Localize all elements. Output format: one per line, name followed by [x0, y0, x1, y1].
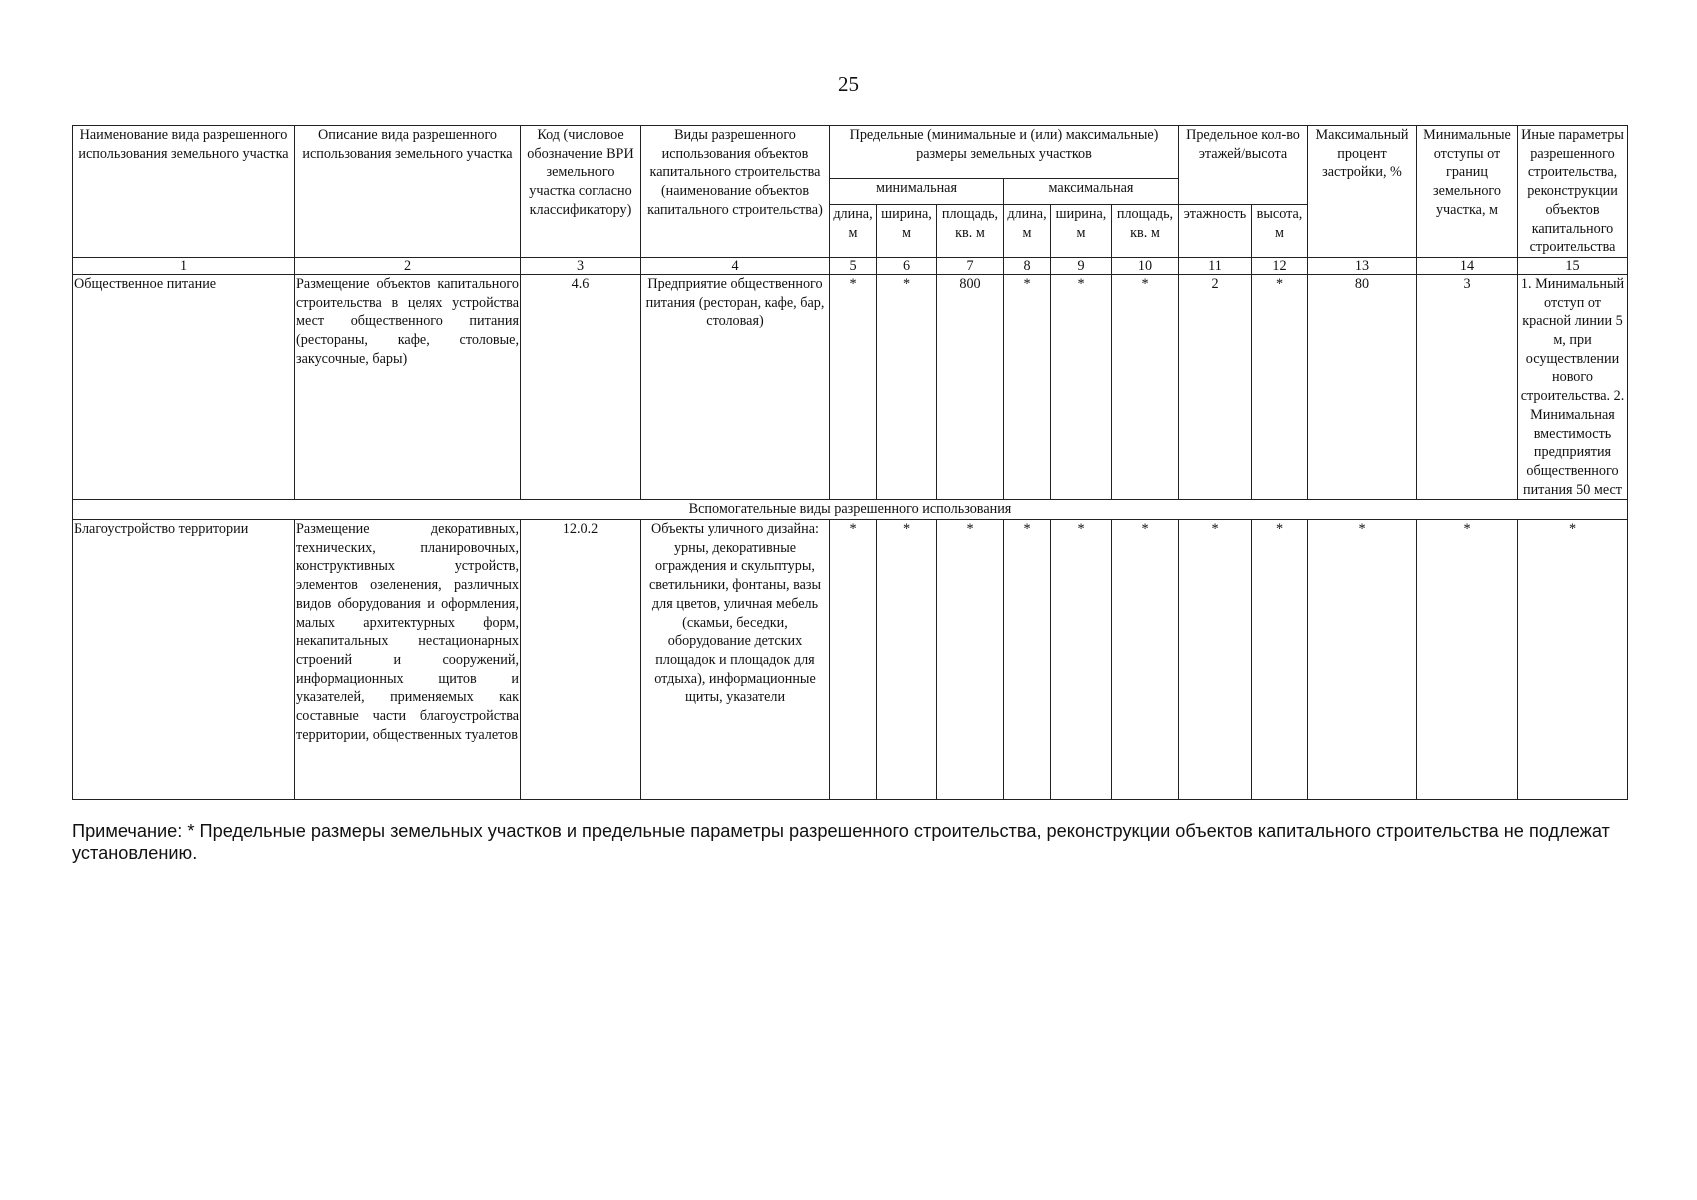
row-other-params: 1. Минимальный отступ от красной линии 5 м, при осуществлении нового строительства. 2. Минимальная вместимость предприятия общественного питания 50 мест [1518, 274, 1628, 499]
row-min-length: * [830, 520, 877, 800]
row-max-percent: 80 [1308, 274, 1417, 499]
column-number: 9 [1051, 257, 1112, 274]
row-max-area: * [1112, 274, 1179, 499]
header-height: высота, м [1252, 205, 1308, 258]
row-max-width: * [1051, 520, 1112, 800]
column-number: 10 [1112, 257, 1179, 274]
header-description: Описание вида разрешенного использования земельного участка [295, 126, 521, 258]
row-kinds: Объекты уличного дизайна: урны, декоративные ограждения и скульптуры, светильники, фонтаны, вазы для цветов, уличная мебель (скамьи, беседки, оборудование детских площадок и площадок для отдыха), информационные щиты, указатели [641, 520, 830, 800]
row-description: Размещение декоративных, технических, планировочных, конструктивных устройств, элементов озеленения, различных видов оборудования и оформления, малых архитектурных форм, некапитальных нестационарных строений и сооружений, информационных щитов и указателей, применяемых как составные части благоустройства территории, общественных туалетов [295, 520, 521, 800]
row-max-length: * [1004, 520, 1051, 800]
header-code: Код (числовое обозначение ВРИ земельного участка согласно классификатору) [521, 126, 641, 258]
header-min-width: ширина, м [877, 205, 937, 258]
row-max-area: * [1112, 520, 1179, 800]
header-sizes: Предельные (минимальные и (или) максимальные) размеры земельных участков [830, 126, 1179, 179]
column-number: 3 [521, 257, 641, 274]
row-min-width: * [877, 274, 937, 499]
column-number: 14 [1417, 257, 1518, 274]
header-max: максимальная [1004, 178, 1179, 204]
column-number: 2 [295, 257, 521, 274]
header-floors: Предельное кол-во этажей/высота [1179, 126, 1308, 205]
row-height: * [1252, 520, 1308, 800]
row-min-width: * [877, 520, 937, 800]
column-number: 6 [877, 257, 937, 274]
header-min: минимальная [830, 178, 1004, 204]
row-max-percent: * [1308, 520, 1417, 800]
header-max-percent: Максимальный процент застройки, % [1308, 126, 1417, 258]
header-min-area: площадь, кв. м [937, 205, 1004, 258]
column-number: 13 [1308, 257, 1417, 274]
column-number: 12 [1252, 257, 1308, 274]
column-number: 1 [73, 257, 295, 274]
row-floors: 2 [1179, 274, 1252, 499]
row-height: * [1252, 274, 1308, 499]
row-other-params: * [1518, 520, 1628, 800]
row-min-setback: 3 [1417, 274, 1518, 499]
header-max-area: площадь, кв. м [1112, 205, 1179, 258]
row-min-length: * [830, 274, 877, 499]
header-floors-count: этажность [1179, 205, 1252, 258]
row-min-area: 800 [937, 274, 1004, 499]
row-min-setback: * [1417, 520, 1518, 800]
column-number: 5 [830, 257, 877, 274]
column-numbers-row [73, 257, 1628, 274]
row-description: Размещение объектов капитального строительства в целях устройства мест общественного питания (рестораны, кафе, столовые, закусочные, бары) [295, 274, 521, 499]
header-max-width: ширина, м [1051, 205, 1112, 258]
footnote: Примечание: * Предельные размеры земельных участков и предельные параметры разрешенного строительства, реконструкции объектов капитального строительства не подлежат установлению. [72, 821, 1610, 863]
row-floors: * [1179, 520, 1252, 800]
table-row [73, 274, 1628, 499]
row-min-area: * [937, 520, 1004, 800]
header-name: Наименование вида разрешенного использования земельного участка [73, 126, 295, 258]
header-min-length: длина, м [830, 205, 877, 258]
header-other-params: Иные параметры разрешенного строительства, реконструкции объектов капитального строительства [1518, 126, 1628, 258]
row-name: Благоустройство территории [73, 520, 295, 800]
header-row-1 [73, 126, 1628, 179]
aux-section-row [73, 500, 1628, 520]
column-number: 4 [641, 257, 830, 274]
aux-section-title: Вспомогательные виды разрешенного использования [73, 500, 1628, 520]
row-code: 4.6 [521, 274, 641, 499]
row-code: 12.0.2 [521, 520, 641, 800]
header-min-setback: Минимальные отступы от границ земельного участка, м [1417, 126, 1518, 258]
column-number: 8 [1004, 257, 1051, 274]
column-number: 11 [1179, 257, 1252, 274]
column-number: 15 [1518, 257, 1628, 274]
table-row [73, 520, 1628, 800]
header-max-length: длина, м [1004, 205, 1051, 258]
row-kinds: Предприятие общественного питания (ресторан, кафе, бар, столовая) [641, 274, 830, 499]
column-number: 7 [937, 257, 1004, 274]
row-max-length: * [1004, 274, 1051, 499]
page-number: 25 [838, 72, 859, 96]
land-use-table [72, 125, 1628, 800]
header-kinds: Виды разрешенного использования объектов капитального строительства (наименование объектов капитального строительства) [641, 126, 830, 258]
row-max-width: * [1051, 274, 1112, 499]
row-name: Общественное питание [73, 274, 295, 499]
